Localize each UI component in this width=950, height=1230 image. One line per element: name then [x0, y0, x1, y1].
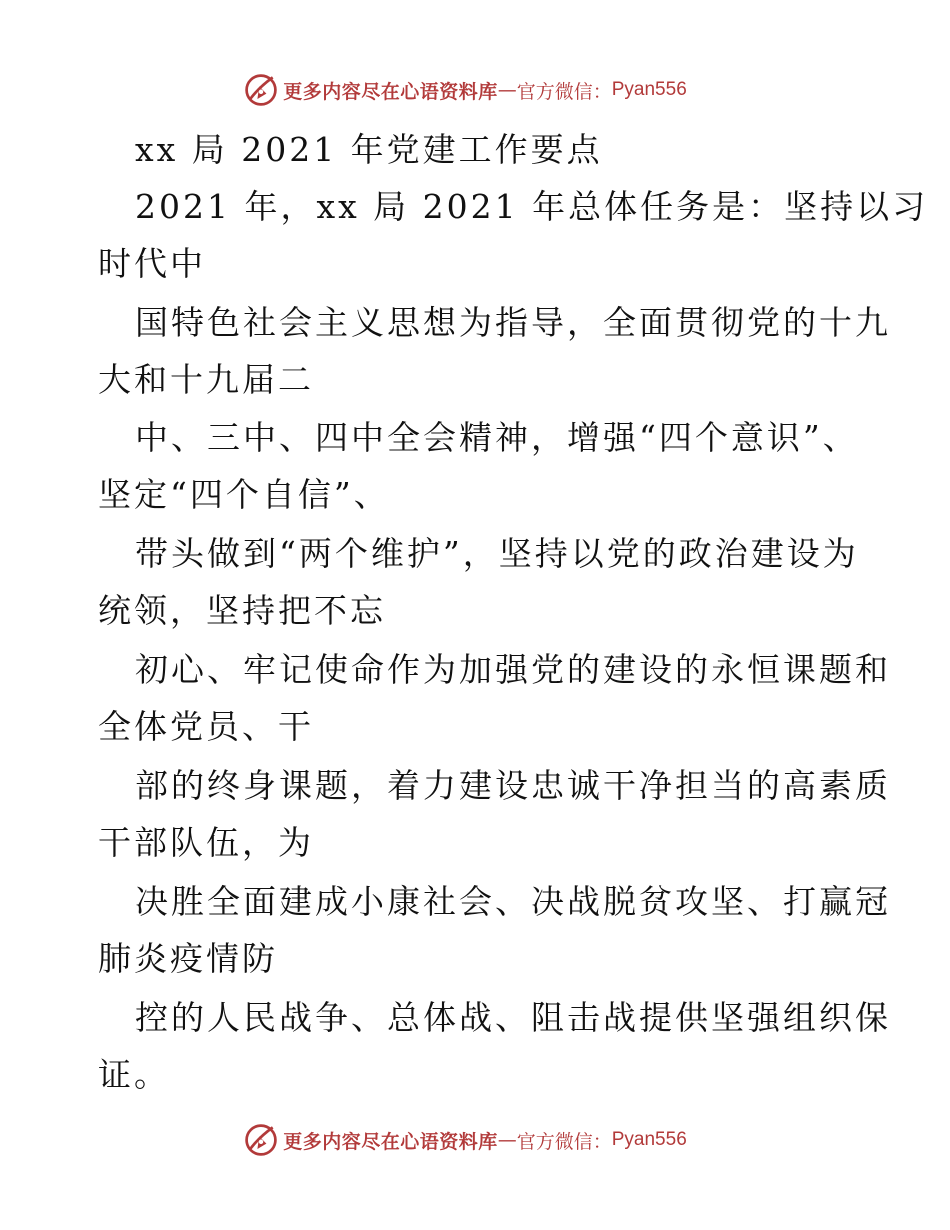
paragraph-line: 部的终身课题，着力建设忠诚干净担当的高素质 — [135, 766, 891, 805]
paragraph-line: 大和十九届二 — [98, 360, 314, 399]
banner-wechat-label: 官方微信： — [516, 1130, 612, 1153]
paragraph-line: 控的人民战争、总体战、阻击战提供坚强组织保 — [135, 998, 891, 1037]
paragraph-line: 统领，坚持把不忘 — [98, 591, 386, 630]
banner-wechat-id: Pyan556 — [611, 1129, 687, 1150]
banner-wechat-label: 官方微信： — [516, 80, 612, 103]
paragraph-line: 肺炎疫情防 — [98, 939, 278, 978]
paragraph-line: 坚定“四个自信”、 — [98, 475, 390, 514]
seal-pen-logo-icon — [243, 72, 279, 108]
paragraph-line: 初心、牢记使命作为加强党的建设的永恒课题和 — [135, 650, 891, 689]
paragraph-line: 决胜全面建成小康社会、决战脱贫攻坚、打赢冠 — [135, 882, 891, 921]
banner-text: 更多内容尽在心语资料库 — [283, 1130, 498, 1153]
paragraph-line: 干部队伍，为 — [98, 823, 314, 862]
paragraph-line: 2021 年，xx 局 2021 年总体任务是：坚持以习 — [135, 187, 929, 226]
seal-pen-logo-icon — [243, 1122, 279, 1158]
footer-banner — [0, 1120, 950, 1160]
paragraph-line: 中、三中、四中全会精神，增强“四个意识”、 — [135, 418, 859, 457]
document-title: xx 局 2021 年党建工作要点 — [135, 130, 603, 169]
paragraph-line: 时代中 — [98, 244, 206, 283]
paragraph-line: 国特色社会主义思想为指导，全面贯彻党的十九 — [135, 303, 891, 342]
paragraph-line: 证。 — [98, 1055, 170, 1094]
header-banner — [0, 70, 950, 110]
banner-separator: — — [497, 1129, 517, 1151]
paragraph-line: 带头做到“两个维护”，坚持以党的政治建设为 — [135, 534, 859, 573]
banner-separator: — — [497, 79, 517, 101]
paragraph-line: 全体党员、干 — [98, 707, 314, 746]
banner-text: 更多内容尽在心语资料库 — [283, 80, 498, 103]
banner-wechat-id: Pyan556 — [611, 79, 687, 100]
